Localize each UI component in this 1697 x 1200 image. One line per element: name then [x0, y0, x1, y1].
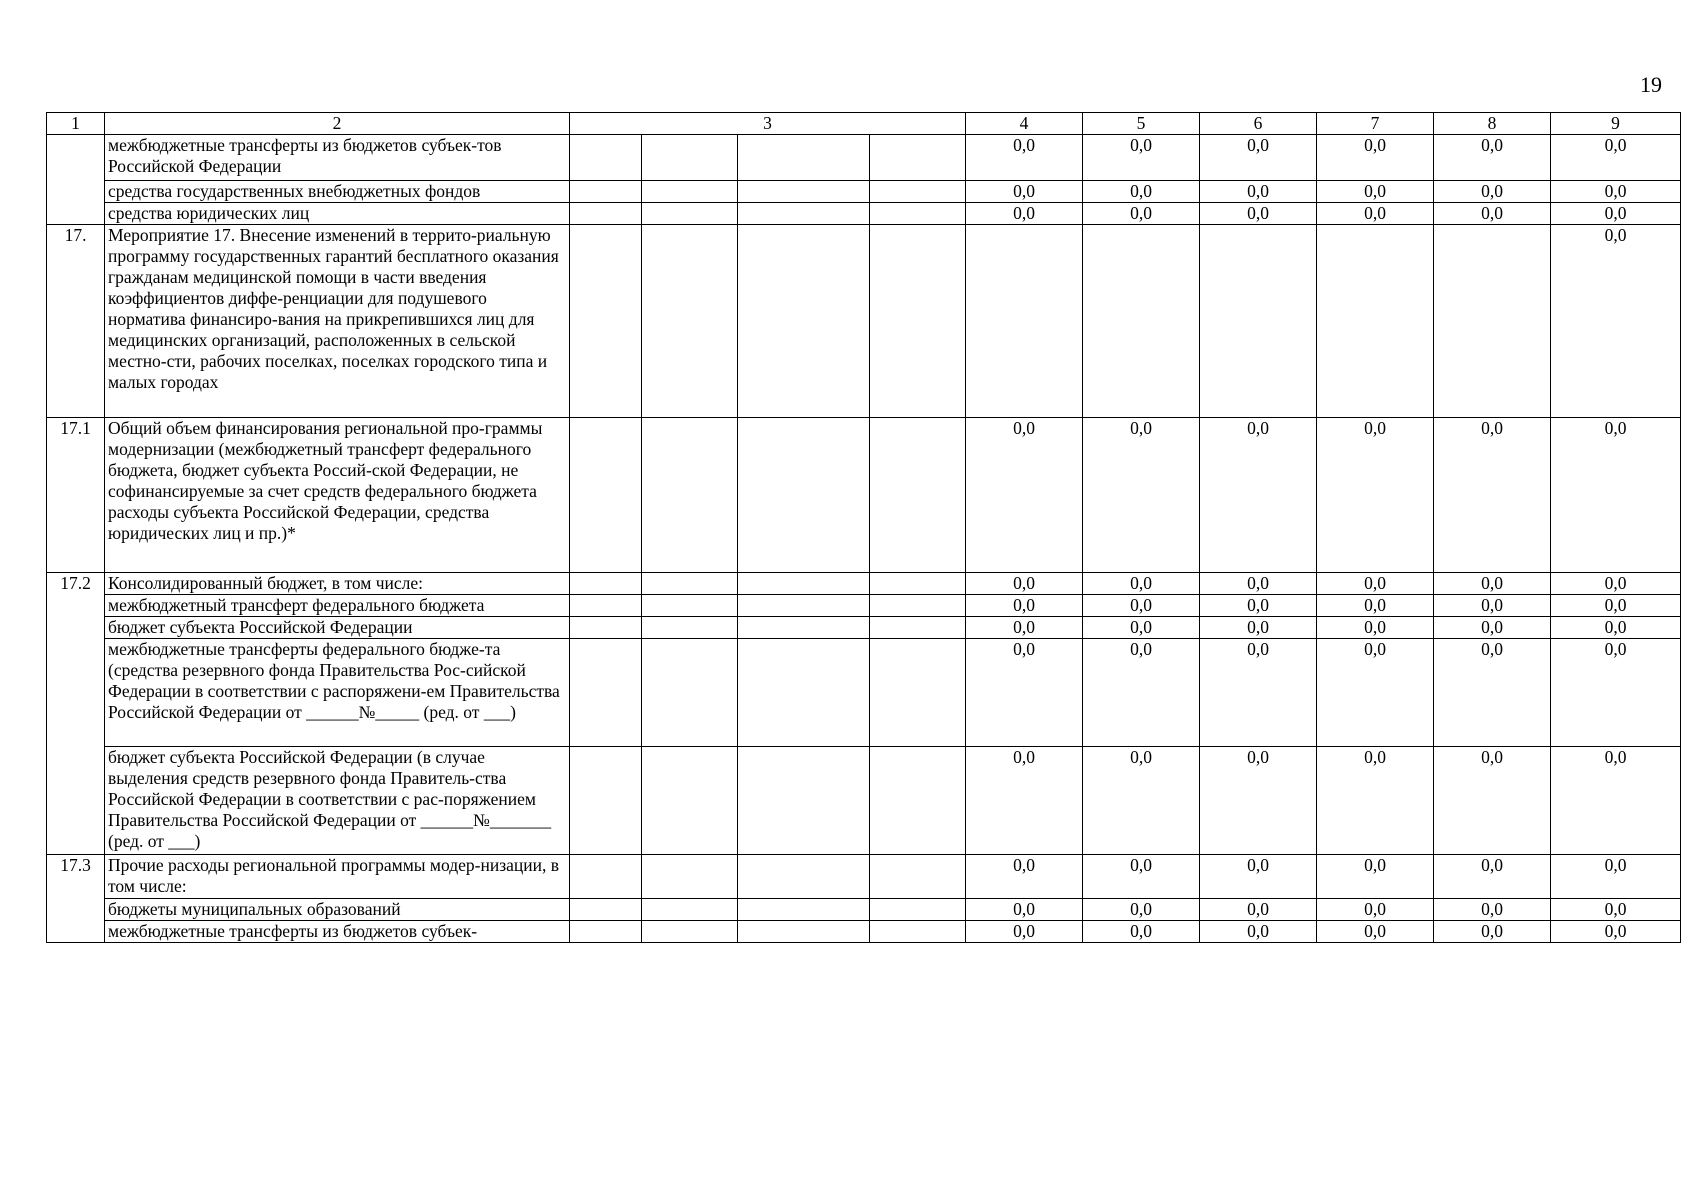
value-cell-col-8: 0,0	[1434, 921, 1551, 943]
value-cell-col-7: 0,0	[1317, 181, 1434, 203]
value-cell-col-6: 0,0	[1200, 899, 1317, 921]
table-row	[47, 181, 1681, 203]
row-description: бюджет субъекта Российской Федерации	[105, 617, 570, 639]
column-3-subcell	[642, 225, 738, 418]
value-cell-col-8: 0,0	[1434, 595, 1551, 617]
value-cell-col-4: 0,0	[966, 181, 1083, 203]
column-3-subcell	[642, 573, 738, 595]
column-3-subcell	[570, 573, 642, 595]
value-cell-col-7: 0,0	[1317, 573, 1434, 595]
header-cell: 6	[1200, 113, 1317, 135]
value-cell-col-4: 0,0	[966, 899, 1083, 921]
value-cell-col-4: 0,0	[966, 639, 1083, 747]
value-cell-col-9: 0,0	[1551, 899, 1681, 921]
row-number	[47, 899, 105, 921]
value-cell-col-8: 0,0	[1434, 855, 1551, 899]
row-number	[47, 595, 105, 617]
table-row	[47, 855, 1681, 899]
value-cell-col-5: 0,0	[1083, 595, 1200, 617]
value-cell-col-9: 0,0	[1551, 573, 1681, 595]
value-cell-col-7	[1317, 225, 1434, 418]
column-3-subcell	[642, 203, 738, 225]
row-number: 17.2	[47, 573, 105, 595]
value-cell-col-6: 0,0	[1200, 203, 1317, 225]
value-cell-col-9: 0,0	[1551, 595, 1681, 617]
row-description: Мероприятие 17. Внесение изменений в террито-риальную программу государственных гарантий бесплатного оказания гражданам медицинской помощи в части введения коэффициентов диффе-ренциации для подушевого норматива финансиро-вания на прикрепившихся лиц для медицинских организаций, расположенных в сельской местно-сти, рабочих поселках, поселках городского типа и малых городах	[105, 225, 570, 418]
value-cell-col-8: 0,0	[1434, 418, 1551, 573]
column-3-subcell	[870, 181, 966, 203]
value-cell-col-5: 0,0	[1083, 921, 1200, 943]
column-3-subcell	[870, 203, 966, 225]
value-cell-col-4: 0,0	[966, 595, 1083, 617]
column-3-subcell	[738, 617, 870, 639]
row-number	[47, 747, 105, 855]
value-cell-col-5: 0,0	[1083, 181, 1200, 203]
row-number	[47, 135, 105, 181]
value-cell-col-7: 0,0	[1317, 921, 1434, 943]
column-3-subcell	[642, 921, 738, 943]
value-cell-col-7: 0,0	[1317, 203, 1434, 225]
value-cell-col-5: 0,0	[1083, 418, 1200, 573]
table-row	[47, 203, 1681, 225]
column-3-subcell	[870, 135, 966, 181]
column-3-subcell	[642, 135, 738, 181]
column-3-subcell	[870, 639, 966, 747]
column-3-subcell	[870, 225, 966, 418]
value-cell-col-7: 0,0	[1317, 747, 1434, 855]
value-cell-col-5: 0,0	[1083, 573, 1200, 595]
value-cell-col-5: 0,0	[1083, 855, 1200, 899]
value-cell-col-6: 0,0	[1200, 639, 1317, 747]
header-cell: 8	[1434, 113, 1551, 135]
value-cell-col-7: 0,0	[1317, 617, 1434, 639]
row-description: Консолидированный бюджет, в том числе:	[105, 573, 570, 595]
value-cell-col-7: 0,0	[1317, 899, 1434, 921]
value-cell-col-9: 0,0	[1551, 135, 1681, 181]
value-cell-col-8: 0,0	[1434, 747, 1551, 855]
row-description: межбюджетный трансферт федерального бюджета	[105, 595, 570, 617]
value-cell-col-6: 0,0	[1200, 181, 1317, 203]
column-3-subcell	[642, 418, 738, 573]
header-cell: 5	[1083, 113, 1200, 135]
value-cell-col-6: 0,0	[1200, 135, 1317, 181]
row-number: 17.	[47, 225, 105, 418]
value-cell-col-5: 0,0	[1083, 203, 1200, 225]
value-cell-col-9: 0,0	[1551, 921, 1681, 943]
table-row	[47, 418, 1681, 573]
header-cell: 3	[570, 113, 966, 135]
row-number	[47, 203, 105, 225]
column-3-subcell	[738, 899, 870, 921]
value-cell-col-4: 0,0	[966, 747, 1083, 855]
value-cell-col-9: 0,0	[1551, 418, 1681, 573]
column-3-subcell	[642, 899, 738, 921]
column-3-subcell	[870, 899, 966, 921]
column-3-subcell	[738, 639, 870, 747]
column-3-subcell	[870, 418, 966, 573]
column-3-subcell	[570, 595, 642, 617]
header-cell: 2	[105, 113, 570, 135]
row-number	[47, 617, 105, 639]
column-3-subcell	[870, 921, 966, 943]
header-cell: 4	[966, 113, 1083, 135]
column-3-subcell	[738, 181, 870, 203]
value-cell-col-9: 0,0	[1551, 639, 1681, 747]
row-description: средства юридических лиц	[105, 203, 570, 225]
row-number	[47, 639, 105, 747]
table-row	[47, 639, 1681, 747]
value-cell-col-8: 0,0	[1434, 181, 1551, 203]
value-cell-col-4: 0,0	[966, 573, 1083, 595]
row-description: бюджеты муниципальных образований	[105, 899, 570, 921]
table-row	[47, 921, 1681, 943]
value-cell-col-5	[1083, 225, 1200, 418]
value-cell-col-6: 0,0	[1200, 855, 1317, 899]
column-3-subcell	[642, 181, 738, 203]
value-cell-col-6	[1200, 225, 1317, 418]
column-3-subcell	[642, 855, 738, 899]
header-cell: 7	[1317, 113, 1434, 135]
row-number	[47, 921, 105, 943]
header-cell: 9	[1551, 113, 1681, 135]
column-3-subcell	[642, 747, 738, 855]
column-3-subcell	[738, 573, 870, 595]
column-3-subcell	[642, 617, 738, 639]
table-row	[47, 135, 1681, 181]
value-cell-col-5: 0,0	[1083, 135, 1200, 181]
value-cell-col-9: 0,0	[1551, 855, 1681, 899]
column-3-subcell	[570, 418, 642, 573]
table-row	[47, 899, 1681, 921]
column-3-subcell	[570, 639, 642, 747]
row-description: межбюджетные трансферты из бюджетов субъек-	[105, 921, 570, 943]
value-cell-col-8: 0,0	[1434, 899, 1551, 921]
value-cell-col-8: 0,0	[1434, 639, 1551, 747]
value-cell-col-8: 0,0	[1434, 135, 1551, 181]
value-cell-col-9: 0,0	[1551, 225, 1681, 418]
row-number: 17.3	[47, 855, 105, 899]
value-cell-col-6: 0,0	[1200, 921, 1317, 943]
column-3-subcell	[642, 639, 738, 747]
column-3-subcell	[570, 225, 642, 418]
value-cell-col-6: 0,0	[1200, 573, 1317, 595]
table-row	[47, 617, 1681, 639]
column-3-subcell	[570, 855, 642, 899]
row-description: Общий объем финансирования региональной про-граммы модернизации (межбюджетный трансферт федерального бюджета, бюджет субъекта Россий-ской Федерации, не софинансируемые за счет средств федерального бюджета расходы субъекта Российской Федерации, средства юридических лиц и пр.)*	[105, 418, 570, 573]
value-cell-col-8	[1434, 225, 1551, 418]
value-cell-col-7: 0,0	[1317, 855, 1434, 899]
value-cell-col-5: 0,0	[1083, 617, 1200, 639]
value-cell-col-6: 0,0	[1200, 747, 1317, 855]
value-cell-col-4: 0,0	[966, 855, 1083, 899]
value-cell-col-9: 0,0	[1551, 747, 1681, 855]
row-description: межбюджетные трансферты из бюджетов субъек-тов Российской Федерации	[105, 135, 570, 181]
page-number: 19	[1640, 72, 1662, 97]
table-body	[47, 113, 1681, 943]
value-cell-col-8: 0,0	[1434, 573, 1551, 595]
table-row	[47, 225, 1681, 418]
value-cell-col-9: 0,0	[1551, 203, 1681, 225]
value-cell-col-5: 0,0	[1083, 639, 1200, 747]
column-3-subcell	[870, 595, 966, 617]
column-3-subcell	[738, 921, 870, 943]
column-3-subcell	[738, 135, 870, 181]
column-3-subcell	[870, 747, 966, 855]
table-row	[47, 595, 1681, 617]
header-row	[47, 113, 1681, 135]
value-cell-col-5: 0,0	[1083, 747, 1200, 855]
column-3-subcell	[570, 899, 642, 921]
value-cell-col-7: 0,0	[1317, 135, 1434, 181]
column-3-subcell	[570, 747, 642, 855]
financing-table	[46, 112, 1681, 943]
column-3-subcell	[738, 855, 870, 899]
value-cell-col-8: 0,0	[1434, 617, 1551, 639]
column-3-subcell	[738, 203, 870, 225]
value-cell-col-5: 0,0	[1083, 899, 1200, 921]
table-row	[47, 573, 1681, 595]
value-cell-col-7: 0,0	[1317, 639, 1434, 747]
value-cell-col-6: 0,0	[1200, 617, 1317, 639]
value-cell-col-8: 0,0	[1434, 203, 1551, 225]
value-cell-col-4: 0,0	[966, 203, 1083, 225]
row-description: средства государственных внебюджетных фондов	[105, 181, 570, 203]
value-cell-col-4: 0,0	[966, 135, 1083, 181]
column-3-subcell	[870, 617, 966, 639]
column-3-subcell	[738, 595, 870, 617]
column-3-subcell	[570, 921, 642, 943]
value-cell-col-4: 0,0	[966, 617, 1083, 639]
value-cell-col-4: 0,0	[966, 418, 1083, 573]
row-number: 17.1	[47, 418, 105, 573]
row-description: межбюджетные трансферты федерального бюдже-та (средства резервного фонда Правительства Рос-сийской Федерации в соответствии с распоряжени-ем Правительства Российской Федерации от ______№_____ (ред. от ___)	[105, 639, 570, 747]
row-description: бюджет субъекта Российской Федерации (в случае выделения средств резервного фонда Правитель-ства Российской Федерации в соответствии с рас-поряжением Правительства Российской Федерации от ______№_______ (ред. от ___)	[105, 747, 570, 855]
column-3-subcell	[738, 418, 870, 573]
column-3-subcell	[570, 203, 642, 225]
value-cell-col-6: 0,0	[1200, 595, 1317, 617]
header-cell: 1	[47, 113, 105, 135]
value-cell-col-9: 0,0	[1551, 181, 1681, 203]
column-3-subcell	[870, 855, 966, 899]
column-3-subcell	[570, 135, 642, 181]
column-3-subcell	[642, 595, 738, 617]
value-cell-col-9: 0,0	[1551, 617, 1681, 639]
column-3-subcell	[738, 225, 870, 418]
value-cell-col-4	[966, 225, 1083, 418]
value-cell-col-7: 0,0	[1317, 418, 1434, 573]
value-cell-col-6: 0,0	[1200, 418, 1317, 573]
row-description: Прочие расходы региональной программы модер-низации, в том числе:	[105, 855, 570, 899]
column-3-subcell	[570, 181, 642, 203]
table-row	[47, 747, 1681, 855]
column-3-subcell	[870, 573, 966, 595]
row-number	[47, 181, 105, 203]
value-cell-col-7: 0,0	[1317, 595, 1434, 617]
value-cell-col-4: 0,0	[966, 921, 1083, 943]
column-3-subcell	[570, 617, 642, 639]
column-3-subcell	[738, 747, 870, 855]
